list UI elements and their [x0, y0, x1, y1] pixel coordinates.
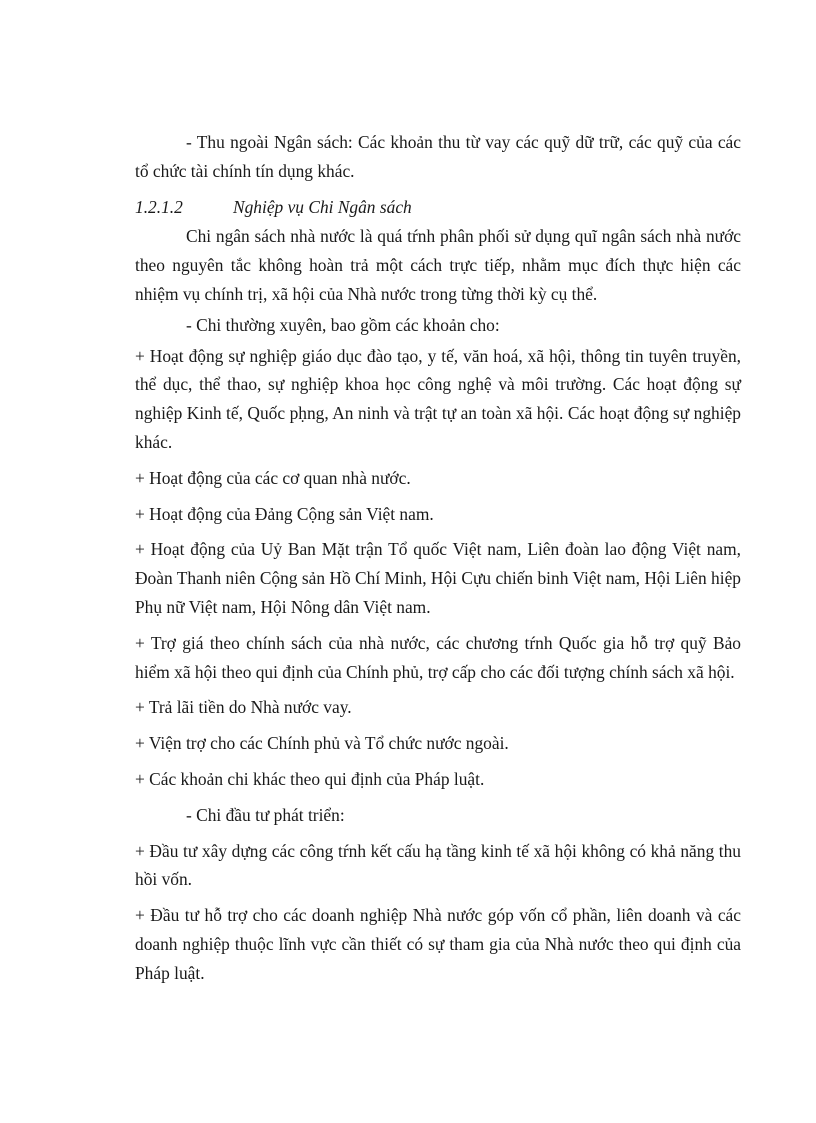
list-item: + Đầu tư xây dựng các công tŕnh kết cấu hạ tầng kinh tế xã hội không có khả năng thu hồi vốn.	[135, 840, 741, 890]
list-item: + Các khoản chi khác theo qui định của Pháp luật.	[135, 768, 485, 789]
list-item: + Hoạt động của Uỷ Ban Mặt trận Tổ quốc Việt nam, Liên đoàn lao động Việt nam, Đoàn Thanh niên Cộng sản Hồ Chí Minh, Hội Cựu chiến binh Việt nam, Hội Liên hiệp Phụ nữ Việt nam, Hội Nông dân Việt nam.	[135, 539, 741, 617]
list-item: + Hoạt động của các cơ quan nhà nước.	[135, 467, 411, 488]
list-item: + Hoạt động của Đảng Cộng sản Việt nam.	[135, 503, 434, 524]
paragraph-chi-dau-tu-phat-trien: - Chi đầu tư phát triển:	[186, 804, 345, 825]
paragraph-chi-ngan-sach-definition: Chi ngân sách nhà nước là quá tŕnh phân phối sử dụng quĩ ngân sách nhà nước theo nguyên tắc không hoàn trả một cách trực tiếp, nhằm mục đích thực hiện các nhiệm vụ chính trị, xã hội của Nhà nước trong từng thời kỳ cụ thể.	[135, 226, 741, 304]
section-heading	[135, 193, 741, 222]
document-body	[135, 128, 741, 995]
list-item: + Đầu tư hỗ trợ cho các doanh nghiệp Nhà nước góp vốn cổ phần, liên doanh và các doanh nghiệp thuộc lĩnh vực cần thiết có sự tham gia của Nhà nước theo qui định của Pháp luật.	[135, 905, 741, 983]
paragraph-thu-ngoai-ngan-sach: - Thu ngoài Ngân sách: Các khoản thu từ vay các quỹ dữ trữ, các quỹ của các tổ chức tài chính tín dụng khác.	[135, 132, 741, 181]
list-item: + Viện trợ cho các Chính phủ và Tổ chức nước ngoài.	[135, 733, 509, 754]
section-title: Nghiệp vụ Chi Ngân sách	[233, 196, 412, 217]
paragraph-chi-thuong-xuyen: - Chi thường xuyên, bao gồm các khoản cho:	[186, 314, 500, 335]
list-item: + Trợ giá theo chính sách của nhà nước, các chương tŕnh Quốc gia hỗ trợ quỹ Bảo hiểm xã hội theo qui định của Chính phủ, trợ cấp cho các đối tượng chính sách xã hội.	[135, 632, 741, 682]
list-item: + Hoạt động sự nghiệp giáo dục đào tạo, y tế, văn hoá, xã hội, thông tin tuyên truyền, thể dục, thể thao, sự nghiệp khoa học công nghệ và môi trường. Các hoạt động sự nghiệp Kinh tế, Quốc pḥng, An ninh và trật tự an toàn xã hội. Các hoạt động sự nghiệp khác.	[135, 345, 741, 452]
section-number: 1.2.1.2	[135, 196, 183, 217]
list-item: + Trả lãi tiền do Nhà nước vay.	[135, 697, 352, 718]
